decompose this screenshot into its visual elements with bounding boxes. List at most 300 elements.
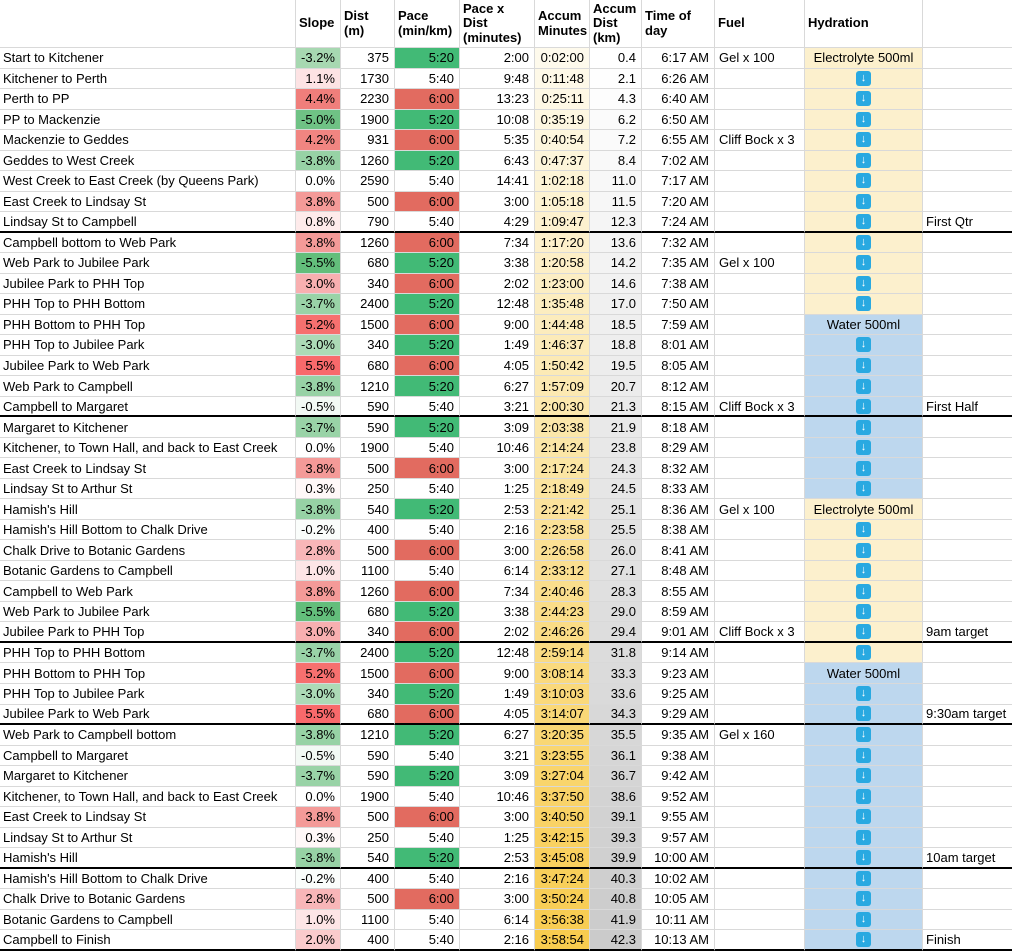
cell-hydration[interactable] (805, 253, 923, 274)
cell-time-of-day[interactable]: 8:15 AM (642, 397, 715, 418)
cell-accum-minutes[interactable]: 2:33:12 (535, 561, 590, 582)
cell-hydration[interactable] (805, 233, 923, 254)
cell-accum-dist[interactable]: 0.4 (590, 48, 642, 69)
cell-note[interactable] (923, 253, 1012, 274)
cell-pace-x-dist[interactable]: 1:49 (460, 335, 535, 356)
cell-time-of-day[interactable]: 8:48 AM (642, 561, 715, 582)
cell-note[interactable] (923, 89, 1012, 110)
cell-hydration[interactable] (805, 89, 923, 110)
cell-pace[interactable]: 6:00 (395, 315, 460, 336)
cell-dist[interactable]: 500 (341, 807, 395, 828)
cell-slope[interactable]: 1.0% (296, 561, 341, 582)
cell-accum-dist[interactable]: 29.0 (590, 602, 642, 623)
cell-fuel[interactable] (715, 889, 805, 910)
header-pace-x-dist[interactable]: Pace x Dist (minutes) (460, 0, 535, 48)
cell-slope[interactable]: -3.8% (296, 151, 341, 172)
cell-hydration[interactable] (805, 335, 923, 356)
cell-accum-minutes[interactable]: 2:17:24 (535, 458, 590, 479)
cell-accum-dist[interactable]: 2.1 (590, 69, 642, 90)
cell-accum-minutes[interactable]: 1:09:47 (535, 212, 590, 233)
cell-pace-x-dist[interactable]: 2:16 (460, 520, 535, 541)
cell-note[interactable]: First Half (923, 397, 1012, 418)
cell-segment-name[interactable]: Jubilee Park to PHH Top (0, 274, 296, 295)
cell-pace-x-dist[interactable]: 2:53 (460, 848, 535, 869)
cell-accum-minutes[interactable]: 3:45:08 (535, 848, 590, 869)
cell-note[interactable] (923, 869, 1012, 890)
cell-fuel[interactable] (715, 930, 805, 951)
cell-slope[interactable]: 3.8% (296, 192, 341, 213)
cell-hydration[interactable] (805, 581, 923, 602)
cell-dist[interactable]: 400 (341, 520, 395, 541)
cell-accum-minutes[interactable]: 2:40:46 (535, 581, 590, 602)
cell-pace[interactable]: 5:20 (395, 848, 460, 869)
cell-note[interactable] (923, 828, 1012, 849)
cell-dist[interactable]: 2400 (341, 643, 395, 664)
cell-accum-minutes[interactable]: 1:05:18 (535, 192, 590, 213)
cell-fuel[interactable]: Cliff Bock x 3 (715, 397, 805, 418)
cell-slope[interactable]: -3.7% (296, 766, 341, 787)
cell-note[interactable] (923, 376, 1012, 397)
cell-accum-dist[interactable]: 25.1 (590, 499, 642, 520)
cell-fuel[interactable] (715, 110, 805, 131)
cell-segment-name[interactable]: PHH Top to PHH Bottom (0, 294, 296, 315)
cell-slope[interactable]: -5.5% (296, 602, 341, 623)
cell-accum-minutes[interactable]: 0:25:11 (535, 89, 590, 110)
cell-dist[interactable]: 590 (341, 766, 395, 787)
cell-dist[interactable]: 340 (341, 335, 395, 356)
cell-note[interactable] (923, 48, 1012, 69)
cell-segment-name[interactable]: Web Park to Jubilee Park (0, 253, 296, 274)
cell-slope[interactable]: -3.8% (296, 725, 341, 746)
cell-accum-minutes[interactable]: 1:50:42 (535, 356, 590, 377)
cell-slope[interactable]: 0.3% (296, 479, 341, 500)
cell-slope[interactable]: 3.0% (296, 274, 341, 295)
cell-pace[interactable]: 6:00 (395, 274, 460, 295)
cell-slope[interactable]: -3.7% (296, 643, 341, 664)
cell-slope[interactable]: -3.0% (296, 335, 341, 356)
cell-slope[interactable]: -3.0% (296, 684, 341, 705)
cell-dist[interactable]: 790 (341, 212, 395, 233)
cell-accum-minutes[interactable]: 2:23:58 (535, 520, 590, 541)
cell-pace[interactable]: 5:40 (395, 397, 460, 418)
cell-pace[interactable]: 5:40 (395, 787, 460, 808)
cell-accum-dist[interactable]: 12.3 (590, 212, 642, 233)
cell-pace-x-dist[interactable]: 12:48 (460, 643, 535, 664)
cell-segment-name[interactable]: Botanic Gardens to Campbell (0, 561, 296, 582)
cell-hydration[interactable] (805, 274, 923, 295)
cell-fuel[interactable] (715, 643, 805, 664)
cell-segment-name[interactable]: Hamish's Hill Bottom to Chalk Drive (0, 869, 296, 890)
cell-segment-name[interactable]: PHH Top to Jubilee Park (0, 684, 296, 705)
cell-slope[interactable]: -5.5% (296, 253, 341, 274)
cell-time-of-day[interactable]: 8:12 AM (642, 376, 715, 397)
cell-pace-x-dist[interactable]: 6:14 (460, 561, 535, 582)
cell-dist[interactable]: 375 (341, 48, 395, 69)
cell-accum-dist[interactable]: 24.3 (590, 458, 642, 479)
cell-time-of-day[interactable]: 8:32 AM (642, 458, 715, 479)
cell-pace-x-dist[interactable]: 4:29 (460, 212, 535, 233)
cell-pace-x-dist[interactable]: 7:34 (460, 233, 535, 254)
cell-pace[interactable]: 5:20 (395, 643, 460, 664)
cell-note[interactable] (923, 910, 1012, 931)
cell-time-of-day[interactable]: 8:59 AM (642, 602, 715, 623)
cell-time-of-day[interactable]: 8:33 AM (642, 479, 715, 500)
cell-hydration[interactable] (805, 356, 923, 377)
cell-note[interactable] (923, 746, 1012, 767)
cell-time-of-day[interactable]: 7:59 AM (642, 315, 715, 336)
cell-fuel[interactable] (715, 581, 805, 602)
cell-pace[interactable]: 6:00 (395, 889, 460, 910)
header-time-of-day[interactable]: Time of day (642, 0, 715, 48)
cell-slope[interactable]: 1.1% (296, 69, 341, 90)
cell-pace[interactable]: 6:00 (395, 130, 460, 151)
cell-segment-name[interactable]: PHH Top to PHH Bottom (0, 643, 296, 664)
cell-slope[interactable]: -3.8% (296, 499, 341, 520)
cell-slope[interactable]: 3.8% (296, 233, 341, 254)
cell-fuel[interactable] (715, 869, 805, 890)
cell-pace-x-dist[interactable]: 12:48 (460, 294, 535, 315)
cell-slope[interactable]: -5.0% (296, 110, 341, 131)
cell-slope[interactable]: -0.5% (296, 397, 341, 418)
cell-accum-minutes[interactable]: 2:44:23 (535, 602, 590, 623)
cell-segment-name[interactable]: Jubilee Park to PHH Top (0, 622, 296, 643)
cell-dist[interactable]: 540 (341, 848, 395, 869)
cell-accum-dist[interactable]: 18.8 (590, 335, 642, 356)
cell-note[interactable] (923, 807, 1012, 828)
cell-pace-x-dist[interactable]: 10:08 (460, 110, 535, 131)
cell-time-of-day[interactable]: 7:02 AM (642, 151, 715, 172)
cell-accum-dist[interactable]: 7.2 (590, 130, 642, 151)
cell-slope[interactable]: 3.8% (296, 807, 341, 828)
cell-pace-x-dist[interactable]: 3:21 (460, 746, 535, 767)
header-slope[interactable]: Slope (296, 0, 341, 48)
cell-note[interactable] (923, 766, 1012, 787)
cell-dist[interactable]: 500 (341, 889, 395, 910)
cell-note[interactable] (923, 130, 1012, 151)
cell-time-of-day[interactable]: 8:38 AM (642, 520, 715, 541)
cell-slope[interactable]: 4.4% (296, 89, 341, 110)
cell-fuel[interactable]: Gel x 160 (715, 725, 805, 746)
cell-slope[interactable]: 0.0% (296, 171, 341, 192)
cell-dist[interactable]: 931 (341, 130, 395, 151)
cell-dist[interactable]: 500 (341, 458, 395, 479)
cell-note[interactable] (923, 335, 1012, 356)
cell-accum-minutes[interactable]: 1:20:58 (535, 253, 590, 274)
cell-slope[interactable]: 5.2% (296, 663, 341, 684)
cell-dist[interactable]: 2230 (341, 89, 395, 110)
cell-dist[interactable]: 250 (341, 479, 395, 500)
cell-note[interactable] (923, 581, 1012, 602)
cell-dist[interactable]: 540 (341, 499, 395, 520)
cell-segment-name[interactable]: Margaret to Kitchener (0, 766, 296, 787)
cell-time-of-day[interactable]: 7:20 AM (642, 192, 715, 213)
cell-slope[interactable]: -3.2% (296, 48, 341, 69)
cell-pace-x-dist[interactable]: 14:41 (460, 171, 535, 192)
cell-accum-dist[interactable]: 27.1 (590, 561, 642, 582)
header-fuel[interactable]: Fuel (715, 0, 805, 48)
cell-dist[interactable]: 1210 (341, 725, 395, 746)
cell-dist[interactable]: 1100 (341, 910, 395, 931)
cell-time-of-day[interactable]: 8:05 AM (642, 356, 715, 377)
cell-hydration[interactable] (805, 69, 923, 90)
cell-pace-x-dist[interactable]: 3:00 (460, 540, 535, 561)
cell-pace[interactable]: 5:40 (395, 910, 460, 931)
cell-pace-x-dist[interactable]: 9:00 (460, 663, 535, 684)
cell-time-of-day[interactable]: 9:57 AM (642, 828, 715, 849)
cell-time-of-day[interactable]: 10:05 AM (642, 889, 715, 910)
cell-hydration[interactable]: Water 500ml (805, 315, 923, 336)
cell-time-of-day[interactable]: 6:50 AM (642, 110, 715, 131)
cell-time-of-day[interactable]: 9:35 AM (642, 725, 715, 746)
cell-hydration[interactable] (805, 561, 923, 582)
cell-hydration[interactable] (805, 725, 923, 746)
cell-hydration[interactable] (805, 151, 923, 172)
cell-pace-x-dist[interactable]: 1:25 (460, 479, 535, 500)
cell-segment-name[interactable]: Campbell to Margaret (0, 397, 296, 418)
cell-hydration[interactable] (805, 458, 923, 479)
cell-pace[interactable]: 6:00 (395, 581, 460, 602)
cell-fuel[interactable] (715, 828, 805, 849)
cell-slope[interactable]: 0.8% (296, 212, 341, 233)
cell-note[interactable] (923, 540, 1012, 561)
cell-accum-minutes[interactable]: 1:02:18 (535, 171, 590, 192)
cell-segment-name[interactable]: Chalk Drive to Botanic Gardens (0, 889, 296, 910)
cell-fuel[interactable] (715, 520, 805, 541)
cell-dist[interactable]: 1900 (341, 787, 395, 808)
cell-accum-minutes[interactable]: 2:00:30 (535, 397, 590, 418)
cell-hydration[interactable] (805, 848, 923, 869)
cell-time-of-day[interactable]: 9:29 AM (642, 705, 715, 726)
header-accum-dist[interactable]: Accum Dist (km) (590, 0, 642, 48)
cell-note[interactable] (923, 602, 1012, 623)
cell-time-of-day[interactable]: 8:55 AM (642, 581, 715, 602)
cell-pace[interactable]: 5:20 (395, 376, 460, 397)
cell-dist[interactable]: 680 (341, 602, 395, 623)
cell-time-of-day[interactable]: 7:50 AM (642, 294, 715, 315)
cell-pace[interactable]: 5:20 (395, 253, 460, 274)
cell-accum-minutes[interactable]: 0:40:54 (535, 130, 590, 151)
cell-time-of-day[interactable]: 9:55 AM (642, 807, 715, 828)
cell-accum-dist[interactable]: 18.5 (590, 315, 642, 336)
cell-fuel[interactable] (715, 458, 805, 479)
header-segment-name[interactable] (0, 0, 296, 48)
cell-note[interactable] (923, 417, 1012, 438)
cell-pace-x-dist[interactable]: 9:00 (460, 315, 535, 336)
cell-pace-x-dist[interactable]: 3:00 (460, 192, 535, 213)
cell-fuel[interactable] (715, 171, 805, 192)
cell-fuel[interactable] (715, 561, 805, 582)
cell-accum-minutes[interactable]: 3:08:14 (535, 663, 590, 684)
cell-accum-dist[interactable]: 25.5 (590, 520, 642, 541)
cell-segment-name[interactable]: Jubilee Park to Web Park (0, 356, 296, 377)
cell-time-of-day[interactable]: 6:40 AM (642, 89, 715, 110)
cell-accum-dist[interactable]: 8.4 (590, 151, 642, 172)
cell-hydration[interactable] (805, 192, 923, 213)
cell-hydration[interactable] (805, 171, 923, 192)
cell-accum-dist[interactable]: 28.3 (590, 581, 642, 602)
cell-accum-dist[interactable]: 29.4 (590, 622, 642, 643)
cell-accum-dist[interactable]: 36.7 (590, 766, 642, 787)
cell-time-of-day[interactable]: 6:26 AM (642, 69, 715, 90)
cell-note[interactable]: 10am target (923, 848, 1012, 869)
cell-slope[interactable]: 4.2% (296, 130, 341, 151)
cell-hydration[interactable] (805, 130, 923, 151)
cell-pace[interactable]: 6:00 (395, 705, 460, 726)
cell-segment-name[interactable]: Lindsay St to Campbell (0, 212, 296, 233)
cell-accum-dist[interactable]: 34.3 (590, 705, 642, 726)
cell-accum-dist[interactable]: 6.2 (590, 110, 642, 131)
cell-time-of-day[interactable]: 10:00 AM (642, 848, 715, 869)
cell-accum-minutes[interactable]: 3:10:03 (535, 684, 590, 705)
cell-pace[interactable]: 5:40 (395, 930, 460, 951)
cell-accum-dist[interactable]: 35.5 (590, 725, 642, 746)
cell-hydration[interactable] (805, 376, 923, 397)
cell-pace-x-dist[interactable]: 2:53 (460, 499, 535, 520)
cell-note[interactable] (923, 479, 1012, 500)
cell-slope[interactable]: -3.8% (296, 376, 341, 397)
cell-segment-name[interactable]: Perth to PP (0, 89, 296, 110)
cell-time-of-day[interactable]: 8:01 AM (642, 335, 715, 356)
cell-dist[interactable]: 680 (341, 705, 395, 726)
cell-accum-minutes[interactable]: 2:46:26 (535, 622, 590, 643)
cell-note[interactable]: 9:30am target (923, 705, 1012, 726)
cell-fuel[interactable] (715, 212, 805, 233)
cell-dist[interactable]: 250 (341, 828, 395, 849)
cell-accum-dist[interactable]: 24.5 (590, 479, 642, 500)
cell-hydration[interactable] (805, 910, 923, 931)
cell-hydration[interactable] (805, 212, 923, 233)
cell-note[interactable] (923, 294, 1012, 315)
cell-accum-dist[interactable]: 26.0 (590, 540, 642, 561)
cell-accum-dist[interactable]: 21.9 (590, 417, 642, 438)
cell-segment-name[interactable]: West Creek to East Creek (by Queens Park) (0, 171, 296, 192)
cell-dist[interactable]: 590 (341, 397, 395, 418)
cell-pace[interactable]: 5:40 (395, 869, 460, 890)
cell-time-of-day[interactable]: 10:13 AM (642, 930, 715, 951)
cell-pace[interactable]: 5:40 (395, 69, 460, 90)
cell-pace-x-dist[interactable]: 5:35 (460, 130, 535, 151)
cell-fuel[interactable] (715, 663, 805, 684)
cell-time-of-day[interactable]: 7:24 AM (642, 212, 715, 233)
cell-time-of-day[interactable]: 9:25 AM (642, 684, 715, 705)
cell-segment-name[interactable]: Web Park to Campbell (0, 376, 296, 397)
cell-hydration[interactable] (805, 397, 923, 418)
cell-hydration[interactable] (805, 930, 923, 951)
cell-pace[interactable]: 5:20 (395, 499, 460, 520)
cell-fuel[interactable] (715, 376, 805, 397)
cell-pace[interactable]: 5:40 (395, 561, 460, 582)
cell-time-of-day[interactable]: 8:41 AM (642, 540, 715, 561)
cell-segment-name[interactable]: Lindsay St to Arthur St (0, 479, 296, 500)
cell-accum-minutes[interactable]: 2:18:49 (535, 479, 590, 500)
cell-segment-name[interactable]: Margaret to Kitchener (0, 417, 296, 438)
cell-pace-x-dist[interactable]: 3:09 (460, 766, 535, 787)
cell-segment-name[interactable]: Web Park to Jubilee Park (0, 602, 296, 623)
cell-time-of-day[interactable]: 7:38 AM (642, 274, 715, 295)
cell-accum-dist[interactable]: 11.0 (590, 171, 642, 192)
cell-accum-dist[interactable]: 39.3 (590, 828, 642, 849)
cell-segment-name[interactable]: Campbell to Margaret (0, 746, 296, 767)
cell-pace-x-dist[interactable]: 3:00 (460, 889, 535, 910)
cell-accum-minutes[interactable]: 2:14:24 (535, 438, 590, 459)
cell-note[interactable] (923, 725, 1012, 746)
cell-accum-dist[interactable]: 23.8 (590, 438, 642, 459)
cell-hydration[interactable] (805, 643, 923, 664)
cell-segment-name[interactable]: Web Park to Campbell bottom (0, 725, 296, 746)
header-dist[interactable]: Dist (m) (341, 0, 395, 48)
cell-pace[interactable]: 6:00 (395, 89, 460, 110)
cell-pace[interactable]: 5:40 (395, 212, 460, 233)
cell-dist[interactable]: 340 (341, 684, 395, 705)
cell-accum-minutes[interactable]: 3:23:55 (535, 746, 590, 767)
cell-time-of-day[interactable]: 6:17 AM (642, 48, 715, 69)
cell-slope[interactable]: 0.0% (296, 787, 341, 808)
cell-dist[interactable]: 680 (341, 356, 395, 377)
cell-hydration[interactable] (805, 807, 923, 828)
cell-pace-x-dist[interactable]: 9:48 (460, 69, 535, 90)
cell-accum-dist[interactable]: 14.6 (590, 274, 642, 295)
cell-hydration[interactable] (805, 787, 923, 808)
cell-hydration[interactable] (805, 828, 923, 849)
cell-time-of-day[interactable]: 7:35 AM (642, 253, 715, 274)
cell-pace-x-dist[interactable]: 2:16 (460, 869, 535, 890)
cell-hydration[interactable] (805, 766, 923, 787)
cell-slope[interactable]: -0.5% (296, 746, 341, 767)
header-hydration[interactable]: Hydration (805, 0, 923, 48)
cell-accum-dist[interactable]: 39.9 (590, 848, 642, 869)
cell-accum-minutes[interactable]: 3:50:24 (535, 889, 590, 910)
cell-accum-dist[interactable]: 4.3 (590, 89, 642, 110)
cell-segment-name[interactable]: Hamish's Hill (0, 848, 296, 869)
cell-slope[interactable]: -3.8% (296, 848, 341, 869)
cell-hydration[interactable]: Electrolyte 500ml (805, 48, 923, 69)
cell-note[interactable] (923, 356, 1012, 377)
cell-accum-minutes[interactable]: 3:27:04 (535, 766, 590, 787)
cell-accum-minutes[interactable]: 0:47:37 (535, 151, 590, 172)
cell-hydration[interactable] (805, 602, 923, 623)
cell-pace-x-dist[interactable]: 3:09 (460, 417, 535, 438)
cell-hydration[interactable] (805, 540, 923, 561)
cell-hydration[interactable] (805, 622, 923, 643)
cell-pace-x-dist[interactable]: 2:02 (460, 274, 535, 295)
cell-slope[interactable]: 0.0% (296, 438, 341, 459)
cell-dist[interactable]: 400 (341, 930, 395, 951)
cell-time-of-day[interactable]: 9:42 AM (642, 766, 715, 787)
cell-time-of-day[interactable]: 9:23 AM (642, 663, 715, 684)
cell-pace[interactable]: 5:40 (395, 520, 460, 541)
cell-note[interactable] (923, 663, 1012, 684)
cell-dist[interactable]: 1900 (341, 438, 395, 459)
cell-hydration[interactable]: Electrolyte 500ml (805, 499, 923, 520)
cell-fuel[interactable] (715, 69, 805, 90)
cell-dist[interactable]: 340 (341, 274, 395, 295)
cell-fuel[interactable]: Cliff Bock x 3 (715, 130, 805, 151)
cell-fuel[interactable] (715, 335, 805, 356)
cell-hydration[interactable] (805, 746, 923, 767)
cell-slope[interactable]: -0.2% (296, 869, 341, 890)
cell-accum-dist[interactable]: 40.8 (590, 889, 642, 910)
cell-dist[interactable]: 500 (341, 540, 395, 561)
cell-accum-dist[interactable]: 36.1 (590, 746, 642, 767)
cell-accum-minutes[interactable]: 1:44:48 (535, 315, 590, 336)
cell-note[interactable]: First Qtr (923, 212, 1012, 233)
cell-accum-minutes[interactable]: 2:59:14 (535, 643, 590, 664)
cell-accum-minutes[interactable]: 0:02:00 (535, 48, 590, 69)
cell-segment-name[interactable]: Campbell bottom to Web Park (0, 233, 296, 254)
cell-time-of-day[interactable]: 10:11 AM (642, 910, 715, 931)
cell-pace-x-dist[interactable]: 7:34 (460, 581, 535, 602)
cell-hydration[interactable] (805, 294, 923, 315)
